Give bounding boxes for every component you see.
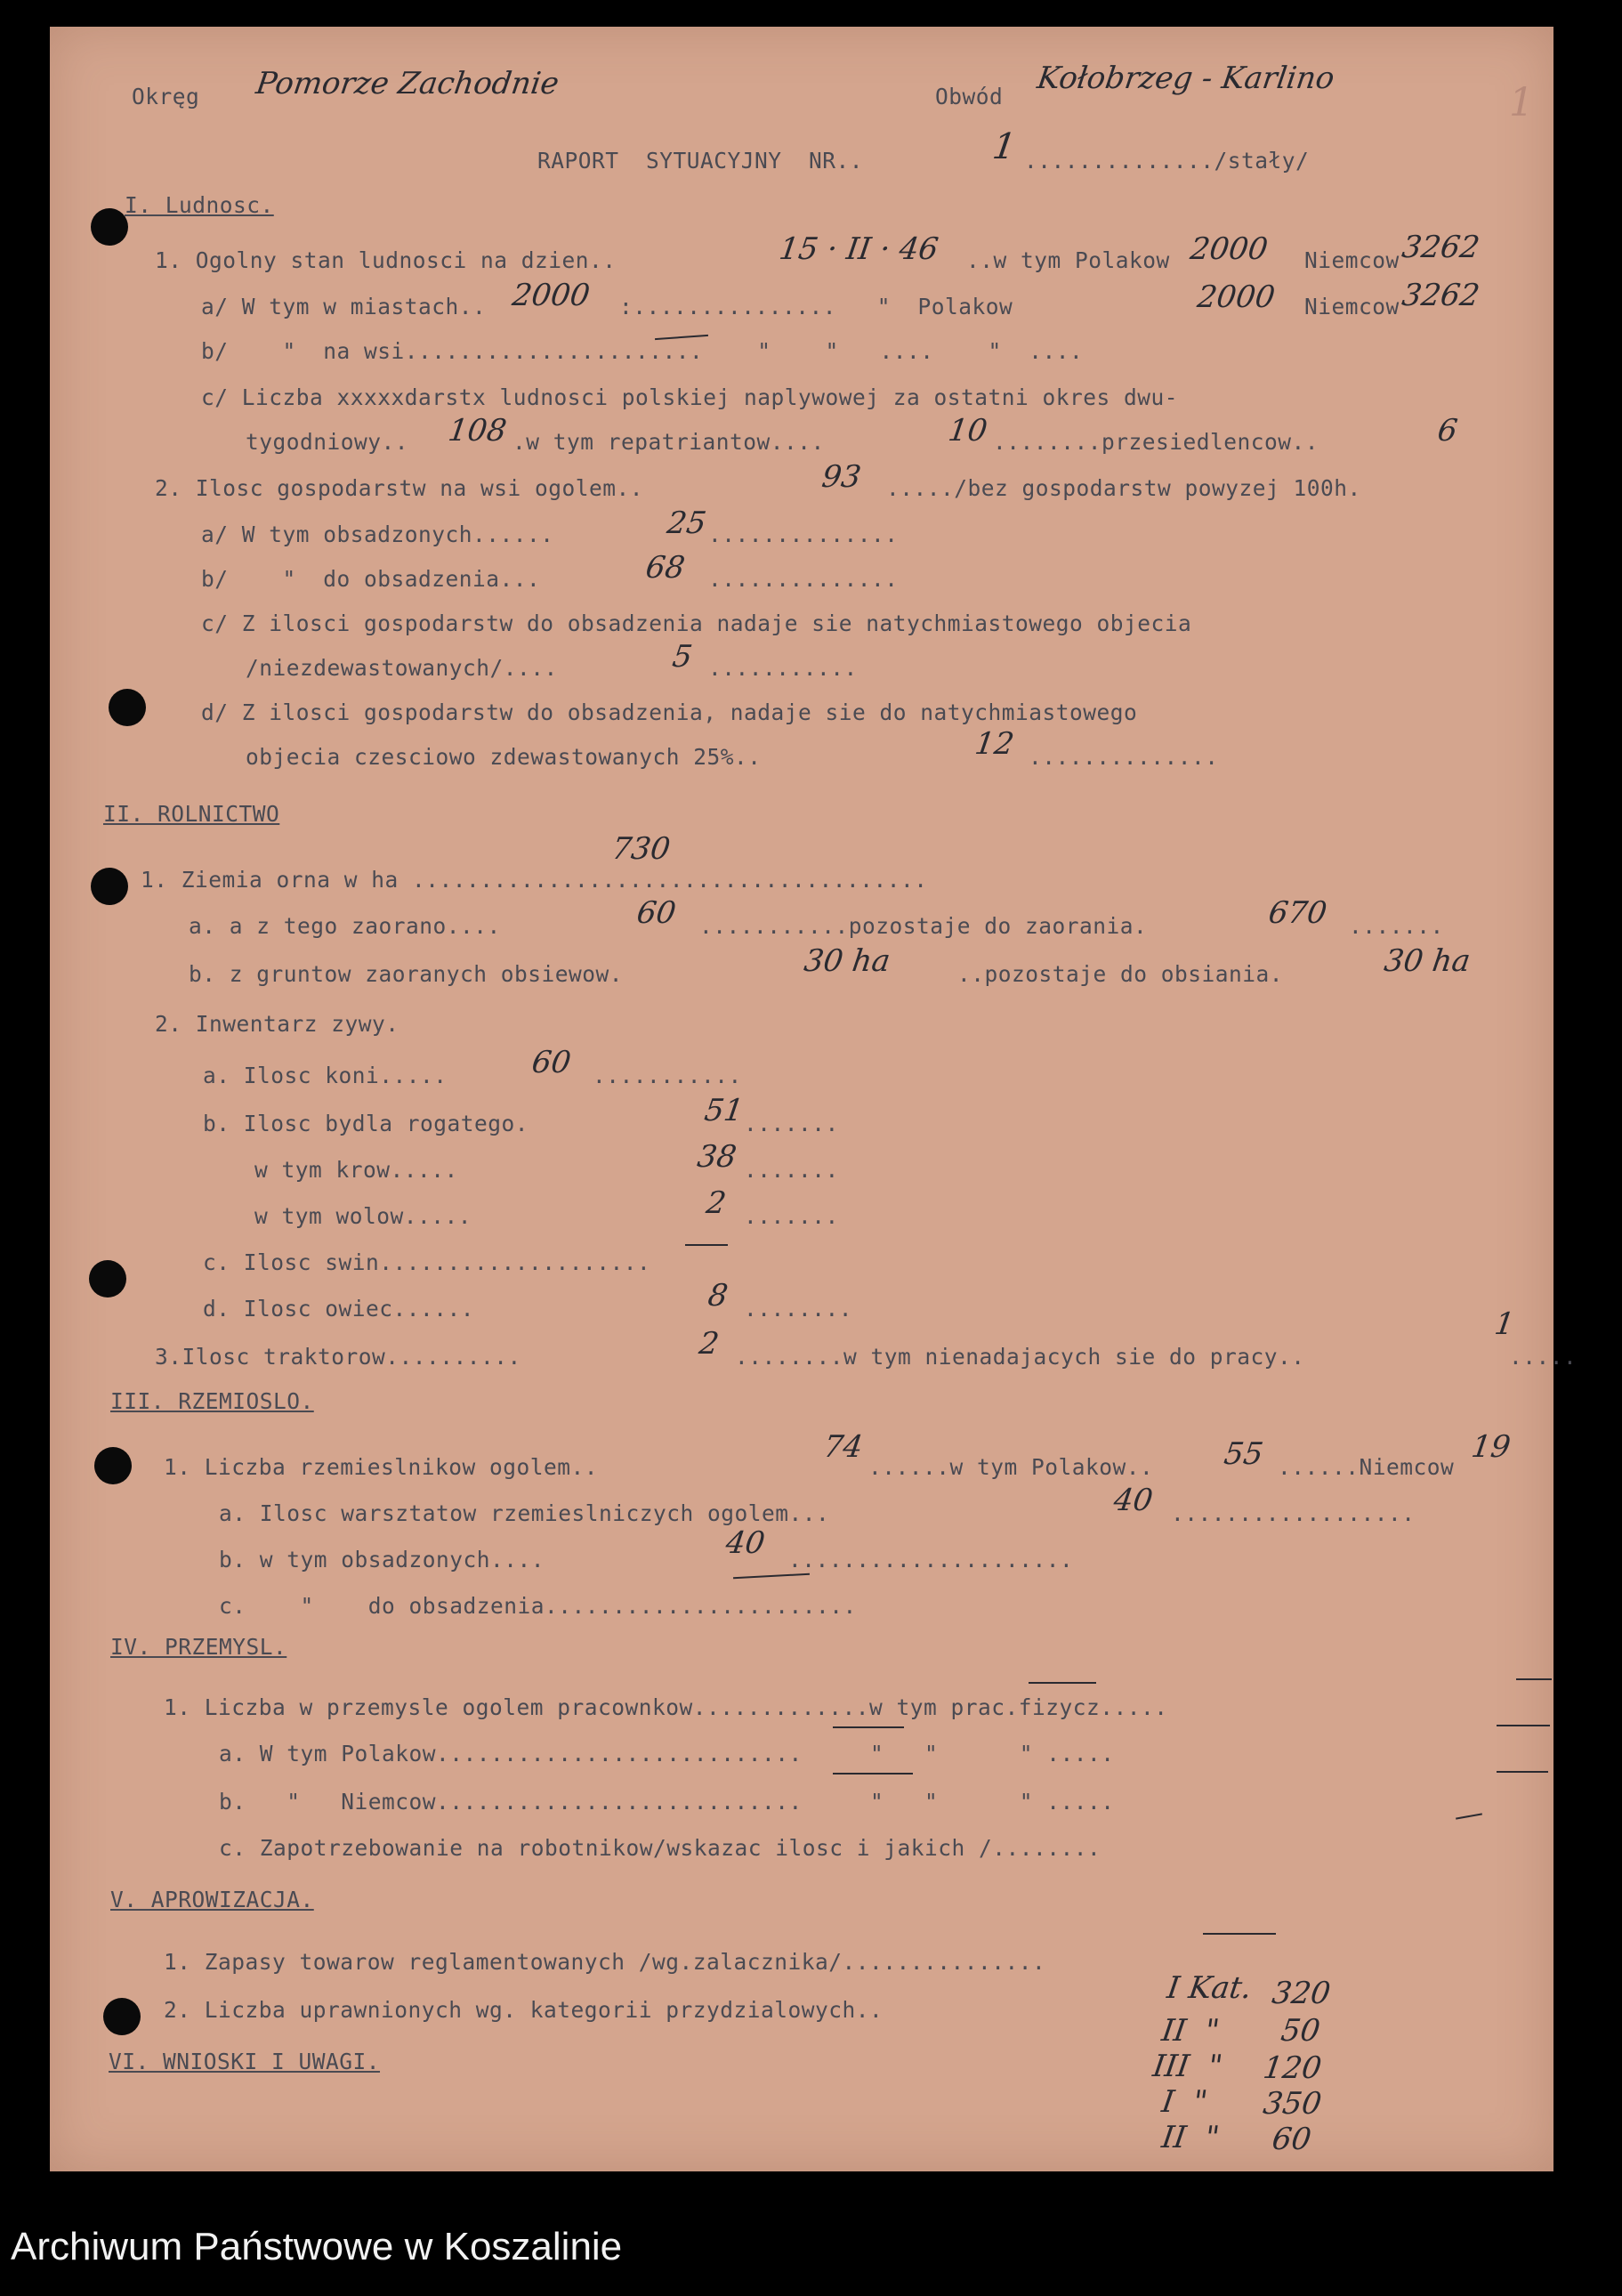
corner-number: 1 bbox=[1509, 80, 1534, 125]
handwritten-value: 8 bbox=[706, 1278, 730, 1314]
category-label: II " bbox=[1159, 2013, 1222, 2049]
text-line: a. Ilosc warsztatow rzemieslniczych ogolem... bbox=[219, 1500, 830, 1526]
handwritten-value: 108 bbox=[446, 413, 509, 449]
section-heading: IV. PRZEMYSL. bbox=[110, 1634, 287, 1660]
text-line: w tym krow..... bbox=[254, 1157, 458, 1183]
text-line: ......Niemcow bbox=[1278, 1454, 1455, 1480]
handwritten-value: 51 bbox=[702, 1093, 746, 1128]
archive-name: Archiwum Państwowe w Koszalinie bbox=[11, 2225, 623, 2268]
text-line: c. " do obsadzenia....................... bbox=[219, 1593, 857, 1619]
section-heading: V. APROWIZACJA. bbox=[110, 1887, 314, 1912]
obwod-label: Obwód bbox=[935, 84, 1004, 109]
handwritten-value: 2 bbox=[697, 1326, 722, 1362]
handwritten-value: 68 bbox=[643, 550, 688, 586]
handwritten-value: 40 bbox=[723, 1525, 768, 1561]
category-value: 120 bbox=[1261, 2050, 1324, 2086]
text-line: 1. Zapasy towarow reglamentowanych /wg.zalacznika/............... bbox=[164, 1949, 1046, 1975]
handwritten-value: 12 bbox=[972, 726, 1017, 762]
handwritten-dash bbox=[1203, 1933, 1276, 1935]
text-line: 2. Inwentarz zywy. bbox=[155, 1011, 399, 1037]
text-line: b. w tym obsadzonych.... bbox=[219, 1547, 545, 1572]
category-value: 60 bbox=[1270, 2122, 1314, 2157]
category-value: 50 bbox=[1279, 2013, 1323, 2049]
archive-footer bbox=[0, 2198, 1622, 2296]
section-heading: I. Ludnosc. bbox=[125, 192, 274, 218]
text-line: ..w tym Polakow bbox=[966, 247, 1170, 273]
text-line: 2. Liczba uprawnionych wg. kategorii przydzialowych.. bbox=[164, 1997, 884, 2023]
text-line: 2. Ilosc gospodarstw na wsi ogolem.. bbox=[155, 475, 644, 501]
punch-hole bbox=[103, 1998, 141, 2035]
section-heading: VI. WNIOSKI I UWAGI. bbox=[109, 2049, 381, 2074]
handwritten-value: 3262 bbox=[1400, 278, 1482, 313]
report-title: RAPORT SYTUACYJNY NR.. bbox=[537, 148, 864, 174]
punch-hole bbox=[94, 1447, 132, 1484]
handwritten-value: 74 bbox=[821, 1429, 866, 1465]
handwritten-value: 5 bbox=[670, 639, 695, 675]
text-line: /niezdewastowanych/.... bbox=[246, 655, 558, 681]
handwritten-value: 30 ha bbox=[802, 943, 893, 979]
handwritten-date: 15 · II · 46 bbox=[777, 231, 941, 267]
handwritten-value: 2 bbox=[704, 1185, 729, 1221]
handwritten-dash bbox=[1516, 1678, 1552, 1680]
text-line: ...../bez gospodarstw powyzej 100h. bbox=[886, 475, 1361, 501]
text-line: ........... bbox=[708, 655, 858, 681]
text-line: ....... bbox=[1349, 913, 1444, 939]
text-line: d/ Z ilosci gospodarstw do obsadzenia, nadaje sie do natychmiastowego bbox=[201, 699, 1138, 725]
text-line: .w tym repatriantow.... bbox=[512, 429, 825, 455]
text-line: :............... " Polakow bbox=[619, 294, 1013, 319]
text-line: c. Ilosc swin.................... bbox=[203, 1249, 651, 1275]
punch-hole bbox=[91, 868, 128, 905]
text-line: ..pozostaje do obsiania. bbox=[957, 961, 1284, 987]
category-value: 350 bbox=[1261, 2086, 1324, 2122]
okreg-value: Pomorze Zachodnie bbox=[254, 66, 561, 101]
handwritten-value: 6 bbox=[1435, 413, 1460, 449]
handwritten-dash bbox=[833, 1726, 904, 1728]
text-line: 1. Liczba w przemysle ogolem pracownkow.............w tym prac.fizycz..... bbox=[164, 1694, 1168, 1720]
handwritten-dash bbox=[1497, 1725, 1550, 1726]
text-line: 1. Ogolny stan ludnosci na dzien.. bbox=[155, 247, 617, 273]
text-line: ...........pozostaje do zaorania. bbox=[699, 913, 1148, 939]
category-label: I " bbox=[1159, 2084, 1210, 2120]
handwritten-dash bbox=[1497, 1771, 1548, 1773]
punch-hole bbox=[91, 208, 128, 246]
text-line: ........... bbox=[593, 1063, 742, 1088]
text-line: c. Zapotrzebowanie na robotnikow/wskazac ilosc i jakich /........ bbox=[219, 1835, 1102, 1861]
text-line: b/ " na wsi...................... " " .... " .... bbox=[201, 338, 1084, 364]
text-line: .................. bbox=[1171, 1500, 1416, 1526]
handwritten-dash bbox=[685, 1244, 728, 1246]
handwritten-value: 1 bbox=[1492, 1306, 1517, 1342]
section-heading: II. ROLNICTWO bbox=[103, 801, 280, 827]
text-line: 1. Ziemia orna w ha ...................................... bbox=[141, 867, 928, 893]
text-line: b. " Niemcow........................... " " " ..... bbox=[219, 1789, 1115, 1815]
text-line: Niemcow bbox=[1304, 294, 1400, 319]
handwritten-value: 3262 bbox=[1400, 230, 1482, 265]
text-line: a. Ilosc koni..... bbox=[203, 1063, 448, 1088]
text-line: a/ W tym w miastach.. bbox=[201, 294, 487, 319]
report-title-tail: ............../stały/ bbox=[1024, 148, 1310, 174]
handwritten-value: 93 bbox=[819, 459, 864, 495]
handwritten-value: 60 bbox=[634, 895, 679, 931]
handwritten-dash bbox=[1029, 1682, 1096, 1684]
handwritten-value: 30 ha bbox=[1382, 943, 1473, 979]
text-line: .............. bbox=[708, 566, 899, 592]
text-line: a. a z tego zaorano.... bbox=[189, 913, 501, 939]
text-line: ....... bbox=[744, 1203, 839, 1229]
category-value: 320 bbox=[1270, 1976, 1333, 2011]
okreg-label: Okręg bbox=[132, 84, 200, 109]
handwritten-dash bbox=[1456, 1813, 1482, 1819]
text-line: ..................... bbox=[788, 1547, 1074, 1572]
text-line: 1. Liczba rzemieslnikow ogolem.. bbox=[164, 1454, 599, 1480]
handwritten-value: 2000 bbox=[1188, 231, 1271, 267]
punch-hole bbox=[89, 1260, 126, 1298]
text-line: objecia czesciowo zdewastowanych 25%.. bbox=[246, 744, 762, 770]
text-line: w tym wolow..... bbox=[254, 1203, 472, 1229]
section-heading: III. RZEMIOSLO. bbox=[110, 1388, 314, 1414]
text-line: 3.Ilosc traktorow.......... bbox=[155, 1344, 521, 1370]
document-page bbox=[50, 27, 1578, 2171]
handwritten-value: 60 bbox=[529, 1045, 574, 1080]
text-line: ......w tym Polakow.. bbox=[868, 1454, 1154, 1480]
handwritten-value: 40 bbox=[1111, 1483, 1156, 1518]
text-line: b/ " do obsadzenia... bbox=[201, 566, 541, 592]
text-line: .............. bbox=[708, 521, 899, 547]
text-line: b. z gruntow zaoranych obsiewow. bbox=[189, 961, 624, 987]
text-line: c/ Liczba xxxxxdarstx ludnosci polskiej naplywowej za ostatni okres dwu- bbox=[201, 384, 1179, 410]
punch-hole bbox=[109, 689, 146, 726]
text-line: ........w tym nienadajacych sie do pracy.. bbox=[735, 1344, 1305, 1370]
handwritten-value: 730 bbox=[609, 831, 673, 867]
handwritten-value: 25 bbox=[665, 505, 709, 541]
text-line: b. Ilosc bydla rogatego. bbox=[203, 1111, 529, 1136]
handwritten-value: 19 bbox=[1469, 1429, 1513, 1465]
handwritten-value: 38 bbox=[695, 1139, 739, 1175]
report-number: 1 bbox=[989, 126, 1019, 167]
text-line: c/ Z ilosci gospodarstw do obsadzenia nadaje sie natychmiastowego objecia bbox=[201, 610, 1192, 636]
obwod-value: Kołobrzeg - Karlino bbox=[1035, 61, 1337, 96]
handwritten-dash bbox=[833, 1773, 913, 1775]
text-line: ........ bbox=[744, 1296, 853, 1322]
text-line: a/ W tym obsadzonych...... bbox=[201, 521, 554, 547]
text-line: Niemcow bbox=[1304, 247, 1400, 273]
handwritten-dash bbox=[733, 1573, 810, 1579]
category-label: I Kat. bbox=[1165, 1970, 1255, 2006]
text-line: a. W tym Polakow........................... " " " ..... bbox=[219, 1741, 1115, 1766]
text-line: .............. bbox=[1029, 744, 1219, 770]
handwritten-value: 10 bbox=[946, 413, 990, 449]
category-label: III " bbox=[1150, 2049, 1225, 2084]
text-line: ....... bbox=[744, 1111, 839, 1136]
text-line: ....... bbox=[744, 1157, 839, 1183]
text-line: ..... bbox=[1509, 1344, 1578, 1370]
text-line: tygodniowy.. bbox=[246, 429, 409, 455]
handwritten-value: 670 bbox=[1266, 895, 1329, 931]
category-label: II " bbox=[1159, 2120, 1222, 2155]
handwritten-value: 2000 bbox=[510, 278, 593, 313]
text-line: ........przesiedlencow.. bbox=[993, 429, 1319, 455]
text-line: d. Ilosc owiec...... bbox=[203, 1296, 475, 1322]
handwritten-value: 55 bbox=[1222, 1436, 1266, 1472]
handwritten-value: 2000 bbox=[1195, 279, 1278, 315]
